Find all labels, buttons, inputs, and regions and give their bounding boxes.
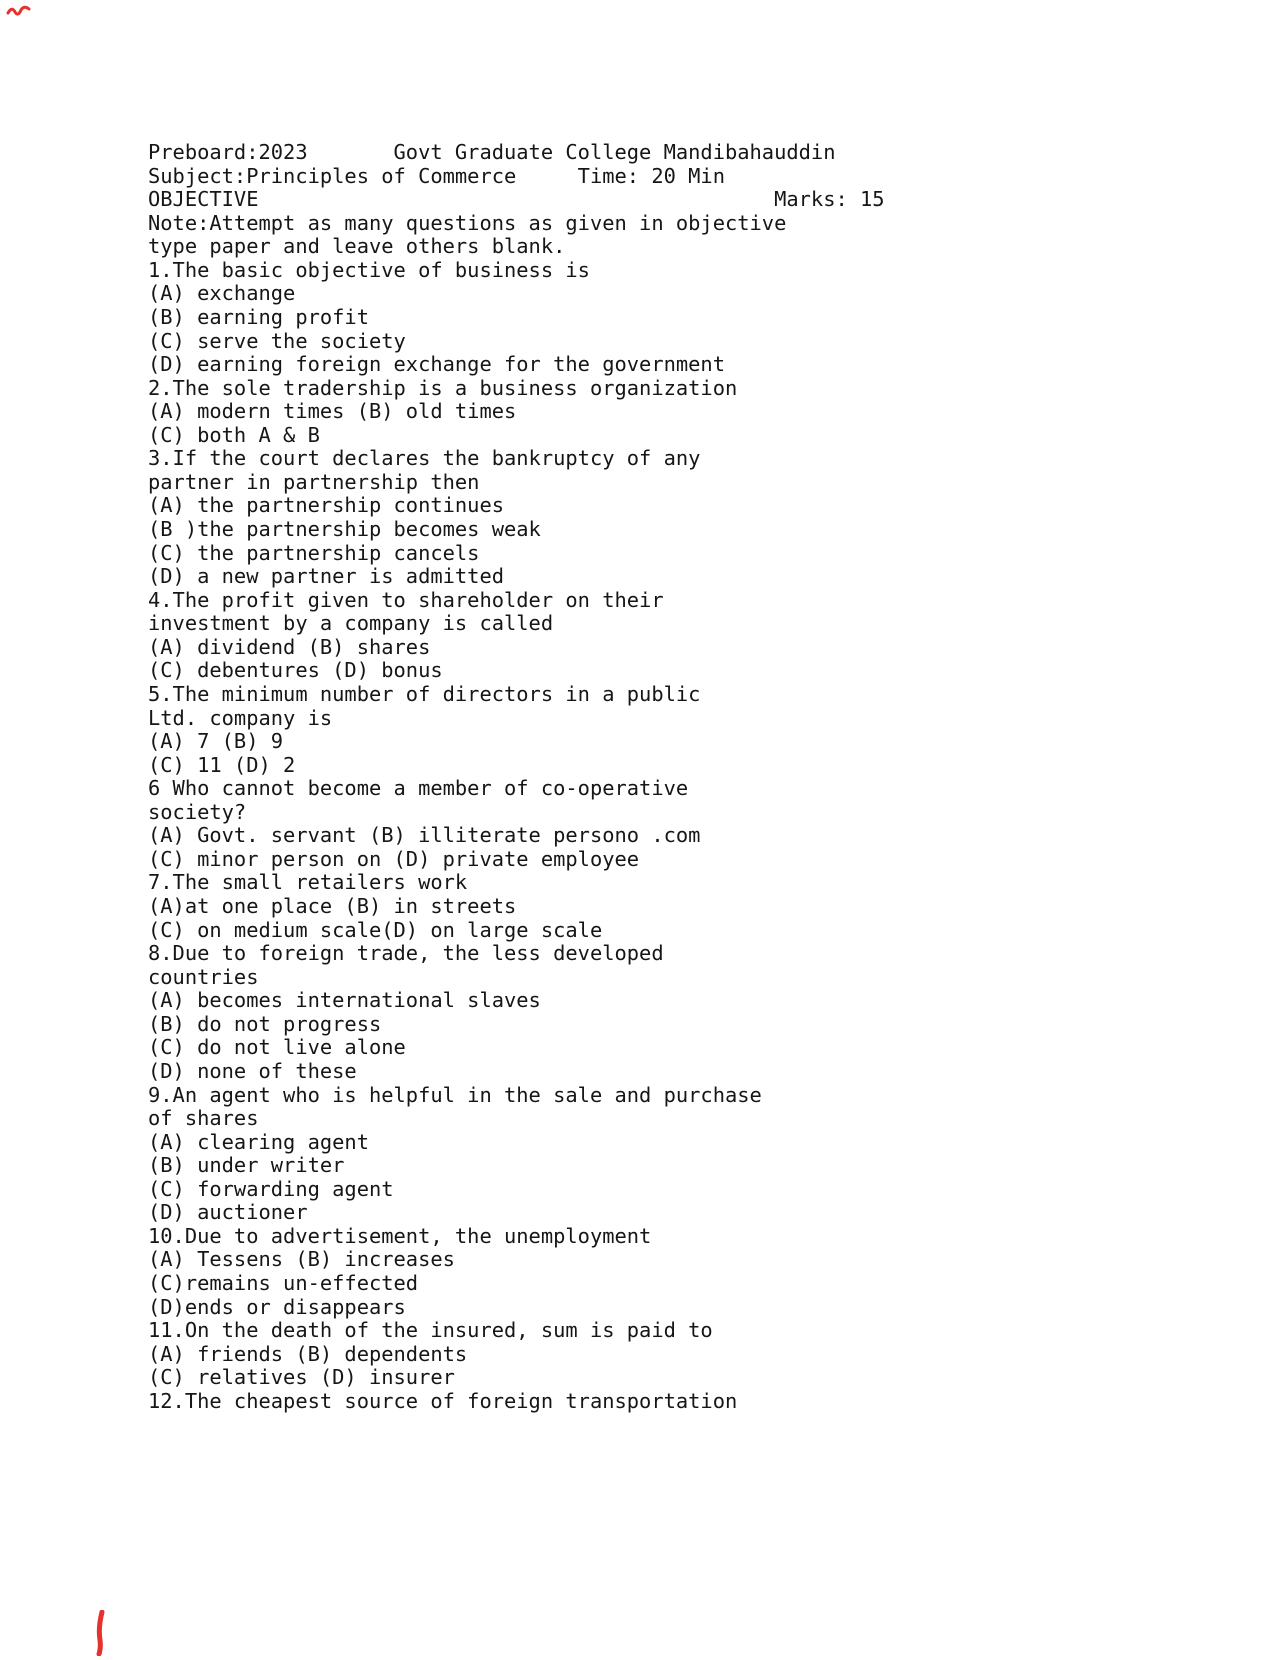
- text-line: (A) clearing agent: [148, 1129, 369, 1154]
- text-line: (A) dividend (B) shares: [148, 634, 431, 659]
- text-line: (A) Govt. servant (B) illiterate persono .com: [148, 823, 701, 848]
- text-line: 7.The small retailers work: [148, 870, 468, 895]
- text-line: 11.On the death of the insured, sum is paid to: [148, 1318, 713, 1343]
- text-line: (B )the partnership becomes weak: [148, 517, 541, 541]
- text-line: (C)remains un-effected: [148, 1271, 419, 1295]
- text-line: (D) auctioner: [148, 1200, 308, 1225]
- text-line: (D) none of these: [148, 1058, 357, 1083]
- text-line: 8.Due to foreign trade, the less developed: [148, 941, 664, 966]
- text-line: (A) Tessens (B) increases: [148, 1247, 455, 1272]
- text-line: (A) friends (B) dependents: [148, 1341, 468, 1366]
- text-line: Ltd. company is: [148, 705, 333, 730]
- text-line: (A) modern times (B) old times: [148, 399, 517, 424]
- text-line: (C) the partnership cancels: [148, 540, 480, 565]
- text-line: 9.An agent who is helpful in the sale and purchase: [148, 1082, 762, 1107]
- text-line: 12.The cheapest source of foreign transportation: [148, 1388, 738, 1413]
- text-line: 2.The sole tradership is a business organization: [148, 375, 738, 400]
- text-line: (C) on medium scale(D) on large scale: [148, 917, 603, 942]
- text-line: (A) the partnership continues: [148, 493, 505, 518]
- text-line: (B) do not progress: [148, 1011, 382, 1036]
- text-line: (C) serve the society: [148, 328, 406, 353]
- red-pen-stroke-icon: [94, 1610, 108, 1656]
- text-line: Subject:Principles of Commerce Time: 20 Min: [148, 163, 725, 188]
- text-line: 10.Due to advertisement, the unemployment: [148, 1223, 652, 1248]
- text-line: (C) relatives (D) insurer: [148, 1365, 455, 1390]
- text-line: (A) becomes international slaves: [148, 988, 541, 1013]
- text-line: 3.If the court declares the bankruptcy of any: [148, 446, 701, 471]
- text-line: (A) exchange: [148, 281, 296, 306]
- text-line: countries: [148, 964, 259, 989]
- text-line: partner in partnership then: [148, 469, 480, 494]
- text-line: (B) under writer: [148, 1153, 345, 1178]
- text-line: Preboard:2023 Govt Graduate College Mandibahauddin: [148, 140, 836, 164]
- text-line: (C) 11 (D) 2: [148, 752, 296, 777]
- text-line: 6 Who cannot become a member of co-operative: [148, 776, 689, 801]
- text-line: investment by a company is called: [148, 611, 554, 636]
- text-line: (A)at one place (B) in streets: [148, 894, 517, 918]
- text-line: of shares: [148, 1106, 259, 1131]
- text-line: (D)ends or disappears: [148, 1294, 406, 1319]
- text-line: (C) minor person on (D) private employee: [148, 846, 640, 871]
- text-line: (C) do not live alone: [148, 1035, 406, 1060]
- text-line: Note:Attempt as many questions as given in objective: [148, 210, 787, 235]
- text-line: (D) a new partner is admitted: [148, 564, 505, 589]
- text-line: (C) forwarding agent: [148, 1176, 394, 1201]
- text-line: society?: [148, 799, 247, 824]
- text-line: 1.The basic objective of business is: [148, 257, 590, 282]
- text-line: OBJECTIVE Marks: 15: [148, 187, 885, 212]
- text-line: (C) both A & B: [148, 422, 320, 447]
- text-line: (A) 7 (B) 9: [148, 729, 284, 754]
- text-line: 5.The minimum number of directors in a public: [148, 681, 701, 706]
- text-line: (C) debentures (D) bonus: [148, 658, 443, 683]
- text-line: (B) earning profit: [148, 304, 369, 329]
- text-line: (D) earning foreign exchange for the government: [148, 352, 725, 377]
- exam-text-block: [148, 141, 885, 1413]
- red-pen-mark-icon: [6, 2, 32, 18]
- text-line: type paper and leave others blank.: [148, 234, 566, 259]
- text-line: 4.The profit given to shareholder on their: [148, 587, 664, 612]
